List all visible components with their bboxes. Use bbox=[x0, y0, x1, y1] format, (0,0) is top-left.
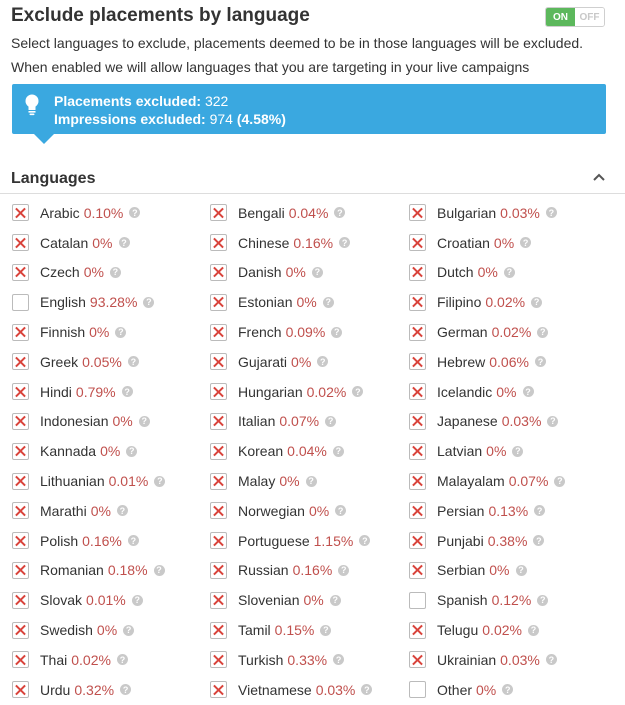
on-off-toggle[interactable] bbox=[545, 7, 605, 27]
language-name: Other bbox=[437, 681, 473, 698]
lightbulb-icon bbox=[24, 94, 40, 118]
language-name: French bbox=[238, 324, 282, 341]
description-text-targeting: When enabled we will allow languages that you are targeting in your live campaigns bbox=[11, 59, 530, 75]
language-percent: 0% bbox=[303, 592, 324, 609]
page-title: Exclude placements by language bbox=[11, 5, 310, 26]
language-item[interactable] bbox=[12, 615, 210, 645]
language-percent: 0% bbox=[476, 681, 497, 698]
language-item[interactable] bbox=[210, 526, 409, 556]
language-percent: 0.38% bbox=[487, 532, 528, 549]
help-icon[interactable]: ? bbox=[534, 505, 545, 516]
language-percent: 0% bbox=[83, 264, 104, 281]
language-name: Tamil bbox=[238, 622, 271, 639]
language-percent: 0.04% bbox=[288, 204, 329, 221]
language-checkbox[interactable] bbox=[12, 532, 29, 549]
language-percent: 0% bbox=[96, 622, 118, 639]
language-percent: 0.03% bbox=[500, 651, 540, 668]
language-checkbox[interactable] bbox=[409, 234, 426, 251]
help-icon[interactable]: ? bbox=[117, 654, 128, 665]
language-percent: 0.15% bbox=[274, 622, 315, 639]
language-name: Swedish bbox=[40, 622, 93, 639]
help-icon[interactable]: ? bbox=[154, 476, 165, 487]
language-percent: 0% bbox=[489, 562, 510, 579]
language-percent: 0.02% bbox=[491, 324, 532, 341]
help-icon[interactable]: ? bbox=[126, 446, 137, 457]
language-checkbox[interactable] bbox=[210, 473, 227, 490]
language-name: Marathi bbox=[40, 502, 87, 519]
language-percent: 0.06% bbox=[489, 353, 529, 370]
toggle-off-label[interactable]: OFF bbox=[575, 8, 604, 26]
language-percent: 0% bbox=[90, 502, 111, 519]
language-name: Punjabi bbox=[437, 532, 484, 549]
language-checkbox[interactable] bbox=[409, 294, 426, 311]
language-checkbox[interactable] bbox=[210, 622, 227, 639]
help-icon[interactable]: ? bbox=[528, 625, 539, 636]
impressions-excluded-line bbox=[54, 111, 286, 127]
language-checkbox[interactable] bbox=[409, 264, 426, 281]
language-percent: 0.03% bbox=[315, 681, 356, 698]
language-checkbox[interactable] bbox=[409, 353, 426, 370]
language-checkbox[interactable] bbox=[210, 443, 227, 460]
help-icon[interactable]: ? bbox=[333, 654, 344, 665]
language-item[interactable] bbox=[12, 377, 210, 407]
language-item[interactable] bbox=[210, 556, 409, 586]
help-icon[interactable]: ? bbox=[546, 207, 557, 218]
help-icon[interactable]: ? bbox=[132, 595, 143, 606]
language-percent: 0.01% bbox=[108, 473, 149, 490]
language-checkbox[interactable] bbox=[12, 473, 29, 490]
language-name: Hungarian bbox=[238, 383, 303, 400]
language-percent: 0.04% bbox=[287, 443, 327, 460]
language-checkbox[interactable] bbox=[12, 413, 29, 430]
language-item[interactable] bbox=[409, 615, 609, 645]
language-checkbox[interactable] bbox=[409, 443, 426, 460]
language-percent: 0.03% bbox=[501, 413, 542, 430]
help-icon[interactable]: ? bbox=[352, 386, 363, 397]
help-icon[interactable]: ? bbox=[523, 386, 534, 397]
language-percent: 0.13% bbox=[488, 502, 529, 519]
language-name: German bbox=[437, 324, 488, 341]
language-checkbox[interactable] bbox=[409, 204, 426, 221]
language-name: Persian bbox=[437, 502, 485, 519]
language-name: Japanese bbox=[437, 413, 498, 430]
language-percent: 0.02% bbox=[306, 383, 347, 400]
help-icon[interactable]: ? bbox=[520, 237, 531, 248]
language-percent: 0.01% bbox=[86, 592, 126, 609]
language-checkbox[interactable] bbox=[12, 592, 29, 609]
help-icon[interactable]: ? bbox=[504, 267, 515, 278]
language-percent: 0.03% bbox=[500, 204, 540, 221]
language-name: Croatian bbox=[437, 234, 490, 251]
language-item[interactable] bbox=[210, 496, 409, 526]
help-icon[interactable]: ? bbox=[338, 565, 349, 576]
language-item[interactable] bbox=[12, 496, 210, 526]
language-name: Lithuanian bbox=[40, 473, 105, 490]
language-percent: 0.07% bbox=[279, 413, 320, 430]
language-percent: 0% bbox=[308, 502, 330, 519]
language-item[interactable] bbox=[210, 675, 409, 705]
language-name: Bulgarian bbox=[437, 204, 497, 221]
language-item[interactable] bbox=[210, 377, 409, 407]
language-item[interactable] bbox=[409, 436, 609, 466]
help-icon[interactable]: ? bbox=[339, 237, 350, 248]
language-checkbox[interactable] bbox=[12, 443, 29, 460]
language-percent: 0.32% bbox=[74, 681, 115, 698]
language-checkbox[interactable] bbox=[409, 473, 426, 490]
language-percent: 0.16% bbox=[293, 234, 334, 251]
language-name: Greek bbox=[40, 353, 79, 370]
language-name: Malayalam bbox=[437, 473, 505, 490]
language-item[interactable] bbox=[210, 466, 409, 496]
impressions-excluded-label: Impressions excluded: bbox=[54, 111, 206, 127]
help-icon[interactable]: ? bbox=[533, 535, 544, 546]
language-name: Korean bbox=[238, 443, 284, 460]
language-percent: 0.02% bbox=[485, 294, 526, 311]
help-icon[interactable]: ? bbox=[123, 625, 134, 636]
language-item[interactable] bbox=[409, 675, 609, 705]
help-icon[interactable]: ? bbox=[139, 416, 150, 427]
language-name: Norwegian bbox=[238, 502, 305, 519]
language-checkbox[interactable] bbox=[210, 532, 227, 549]
language-checkbox[interactable] bbox=[210, 204, 227, 221]
language-item[interactable] bbox=[409, 645, 609, 675]
language-item[interactable] bbox=[12, 228, 210, 258]
language-item[interactable] bbox=[12, 407, 210, 437]
language-item[interactable] bbox=[12, 585, 210, 615]
help-icon[interactable]: ? bbox=[325, 416, 336, 427]
language-item[interactable] bbox=[12, 556, 210, 586]
language-item[interactable] bbox=[12, 317, 210, 347]
language-checkbox[interactable] bbox=[409, 502, 426, 519]
help-icon[interactable]: ? bbox=[531, 297, 542, 308]
language-item[interactable] bbox=[409, 526, 609, 556]
language-checkbox[interactable] bbox=[12, 294, 29, 311]
language-checkbox[interactable] bbox=[12, 264, 29, 281]
language-name: Romanian bbox=[40, 562, 104, 579]
language-percent: 0.12% bbox=[491, 592, 532, 609]
language-checkbox[interactable] bbox=[409, 532, 426, 549]
language-checkbox[interactable] bbox=[210, 294, 227, 311]
language-checkbox[interactable] bbox=[409, 562, 426, 579]
language-percent: 0% bbox=[496, 383, 517, 400]
help-icon[interactable]: ? bbox=[512, 446, 523, 457]
language-checkbox[interactable] bbox=[210, 413, 227, 430]
help-icon[interactable]: ? bbox=[306, 476, 317, 487]
language-checkbox[interactable] bbox=[409, 383, 426, 400]
placements-excluded-line bbox=[54, 93, 228, 109]
exclusion-summary-banner bbox=[12, 84, 606, 134]
language-percent: 0.79% bbox=[75, 383, 116, 400]
language-item[interactable] bbox=[210, 645, 409, 675]
language-percent: 0% bbox=[285, 264, 306, 281]
language-name: Telugu bbox=[437, 622, 479, 639]
language-checkbox[interactable] bbox=[12, 324, 29, 341]
chevron-up-icon[interactable] bbox=[592, 172, 606, 182]
help-icon[interactable]: ? bbox=[119, 237, 130, 248]
language-checkbox[interactable] bbox=[210, 562, 227, 579]
language-item[interactable] bbox=[210, 198, 409, 228]
language-name: Thai bbox=[40, 651, 68, 668]
language-item[interactable] bbox=[409, 228, 609, 258]
placements-excluded-label: Placements excluded: bbox=[54, 93, 202, 109]
language-name: Portuguese bbox=[238, 532, 310, 549]
language-item[interactable] bbox=[210, 228, 409, 258]
help-icon[interactable]: ? bbox=[154, 565, 165, 576]
help-icon[interactable]: ? bbox=[128, 535, 139, 546]
help-icon[interactable]: ? bbox=[361, 684, 372, 695]
language-percent: 0% bbox=[477, 264, 498, 281]
language-checkbox[interactable] bbox=[210, 681, 227, 698]
language-item[interactable] bbox=[210, 258, 409, 288]
language-name: Turkish bbox=[238, 651, 284, 668]
language-percent: 0.09% bbox=[285, 324, 326, 341]
language-name: Vietnamese bbox=[238, 681, 312, 698]
help-icon[interactable]: ? bbox=[143, 297, 154, 308]
language-percent: 0.33% bbox=[287, 651, 328, 668]
language-name: Danish bbox=[238, 264, 282, 281]
language-name: Czech bbox=[40, 264, 80, 281]
help-icon[interactable]: ? bbox=[547, 416, 558, 427]
language-name: Malay bbox=[238, 473, 276, 490]
language-percent: 0.05% bbox=[82, 353, 122, 370]
language-checkbox[interactable] bbox=[210, 383, 227, 400]
help-icon[interactable]: ? bbox=[502, 684, 513, 695]
language-name: Slovenian bbox=[238, 592, 300, 609]
language-checkbox[interactable] bbox=[12, 204, 29, 221]
help-icon[interactable]: ? bbox=[129, 207, 140, 218]
help-icon[interactable]: ? bbox=[110, 267, 121, 278]
language-name: Arabic bbox=[40, 204, 80, 221]
language-checkbox[interactable] bbox=[12, 353, 29, 370]
language-checkbox[interactable] bbox=[409, 622, 426, 639]
language-name: Latvian bbox=[437, 443, 483, 460]
help-icon[interactable]: ? bbox=[115, 327, 126, 338]
language-item[interactable] bbox=[210, 287, 409, 317]
help-icon[interactable]: ? bbox=[122, 386, 133, 397]
language-name: Italian bbox=[238, 413, 276, 430]
help-icon[interactable]: ? bbox=[516, 565, 527, 576]
language-checkbox[interactable] bbox=[409, 651, 426, 668]
help-icon[interactable]: ? bbox=[359, 535, 370, 546]
language-item[interactable] bbox=[210, 347, 409, 377]
toggle-on-label[interactable]: ON bbox=[546, 8, 575, 26]
language-percent: 0.02% bbox=[71, 651, 111, 668]
language-item[interactable] bbox=[409, 317, 609, 347]
language-percent: 0.16% bbox=[82, 532, 122, 549]
language-item[interactable] bbox=[210, 436, 409, 466]
language-name: Serbian bbox=[437, 562, 486, 579]
language-percent: 0% bbox=[89, 324, 110, 341]
language-name: Slovak bbox=[40, 592, 83, 609]
language-percent: 0% bbox=[279, 473, 300, 490]
language-percent: 0% bbox=[100, 443, 121, 460]
help-icon[interactable]: ? bbox=[120, 684, 131, 695]
language-checkbox[interactable] bbox=[12, 622, 29, 639]
language-item[interactable] bbox=[12, 675, 210, 705]
language-checkbox[interactable] bbox=[12, 562, 29, 579]
help-icon[interactable]: ? bbox=[333, 446, 344, 457]
help-icon[interactable]: ? bbox=[334, 207, 345, 218]
language-name: Dutch bbox=[437, 264, 474, 281]
help-icon[interactable]: ? bbox=[330, 595, 341, 606]
language-name: Estonian bbox=[238, 294, 293, 311]
language-checkbox[interactable] bbox=[409, 681, 426, 698]
language-name: Urdu bbox=[40, 681, 71, 698]
language-name: Ukrainian bbox=[437, 651, 497, 668]
help-icon[interactable]: ? bbox=[335, 505, 346, 516]
language-checkbox[interactable] bbox=[210, 592, 227, 609]
help-icon[interactable]: ? bbox=[128, 356, 139, 367]
language-checkbox[interactable] bbox=[12, 383, 29, 400]
help-icon[interactable]: ? bbox=[323, 297, 334, 308]
language-item[interactable] bbox=[210, 615, 409, 645]
language-percent: 1.15% bbox=[313, 532, 354, 549]
language-checkbox[interactable] bbox=[210, 353, 227, 370]
language-percent: 0% bbox=[291, 353, 312, 370]
language-item[interactable] bbox=[12, 645, 210, 675]
impressions-excluded-percent: (4.58%) bbox=[236, 111, 286, 127]
language-checkbox[interactable] bbox=[409, 324, 426, 341]
language-name: Hindi bbox=[40, 383, 72, 400]
language-item[interactable] bbox=[12, 436, 210, 466]
help-icon[interactable]: ? bbox=[117, 505, 128, 516]
language-item[interactable] bbox=[12, 287, 210, 317]
language-name: Gujarati bbox=[238, 353, 288, 370]
language-item[interactable] bbox=[409, 347, 609, 377]
language-item[interactable] bbox=[210, 585, 409, 615]
help-icon[interactable]: ? bbox=[312, 267, 323, 278]
language-name: Indonesian bbox=[40, 413, 109, 430]
language-percent: 93.28% bbox=[89, 294, 138, 311]
language-item[interactable] bbox=[210, 407, 409, 437]
help-icon[interactable]: ? bbox=[317, 356, 328, 367]
language-name: Polish bbox=[40, 532, 79, 549]
language-percent: 0.07% bbox=[508, 473, 549, 490]
language-name: Icelandic bbox=[437, 383, 493, 400]
language-percent: 0.02% bbox=[482, 622, 522, 639]
language-item[interactable] bbox=[12, 466, 210, 496]
language-checkbox[interactable] bbox=[12, 502, 29, 519]
languages-section-title: Languages bbox=[11, 170, 96, 187]
language-item[interactable] bbox=[409, 556, 609, 586]
language-percent: 0% bbox=[296, 294, 317, 311]
language-name: Filipino bbox=[437, 294, 482, 311]
language-checkbox[interactable] bbox=[12, 234, 29, 251]
language-checkbox[interactable] bbox=[210, 234, 227, 251]
language-item[interactable] bbox=[409, 466, 609, 496]
language-name: Bengali bbox=[238, 204, 285, 221]
language-percent: 0% bbox=[493, 234, 515, 251]
description-text: Select languages to exclude, placements deemed to be in those languages will be excluded. bbox=[11, 35, 584, 51]
language-name: Spanish bbox=[437, 592, 488, 609]
language-percent: 0% bbox=[112, 413, 133, 430]
language-checkbox[interactable] bbox=[210, 324, 227, 341]
language-item[interactable] bbox=[409, 258, 609, 288]
language-item[interactable] bbox=[409, 496, 609, 526]
help-icon[interactable]: ? bbox=[537, 595, 548, 606]
language-item[interactable] bbox=[12, 347, 210, 377]
language-percent: 0.18% bbox=[107, 562, 148, 579]
language-name: Finnish bbox=[40, 324, 86, 341]
language-percent: 0% bbox=[92, 234, 113, 251]
help-icon[interactable]: ? bbox=[537, 327, 548, 338]
language-name: Hebrew bbox=[437, 353, 486, 370]
language-name: Kannada bbox=[40, 443, 97, 460]
language-checkbox[interactable] bbox=[210, 502, 227, 519]
language-checkbox[interactable] bbox=[210, 264, 227, 281]
impressions-excluded-value: 974 bbox=[209, 111, 233, 127]
help-icon[interactable]: ? bbox=[554, 476, 565, 487]
language-checkbox[interactable] bbox=[12, 681, 29, 698]
section-divider bbox=[0, 193, 625, 194]
placements-excluded-value: 322 bbox=[204, 93, 229, 109]
language-item[interactable] bbox=[12, 198, 210, 228]
language-name: Catalan bbox=[40, 234, 89, 251]
language-name: Russian bbox=[238, 562, 289, 579]
help-icon[interactable]: ? bbox=[331, 327, 342, 338]
language-item[interactable] bbox=[12, 526, 210, 556]
language-percent: 0.16% bbox=[292, 562, 333, 579]
language-name: Chinese bbox=[238, 234, 290, 251]
language-checkbox[interactable] bbox=[409, 592, 426, 609]
help-icon[interactable]: ? bbox=[546, 654, 557, 665]
language-item[interactable] bbox=[12, 258, 210, 288]
language-grid bbox=[12, 198, 612, 705]
language-checkbox[interactable] bbox=[409, 413, 426, 430]
language-name: English bbox=[40, 294, 86, 311]
language-item[interactable] bbox=[409, 407, 609, 437]
language-item[interactable] bbox=[210, 317, 409, 347]
help-icon[interactable]: ? bbox=[535, 356, 546, 367]
language-item[interactable] bbox=[409, 585, 609, 615]
language-checkbox[interactable] bbox=[210, 651, 227, 668]
language-checkbox[interactable] bbox=[12, 651, 29, 668]
help-icon[interactable]: ? bbox=[320, 625, 331, 636]
language-item[interactable] bbox=[409, 377, 609, 407]
language-item[interactable] bbox=[409, 287, 609, 317]
language-item[interactable] bbox=[409, 198, 609, 228]
language-percent: 0.10% bbox=[83, 204, 124, 221]
language-percent: 0% bbox=[486, 443, 507, 460]
